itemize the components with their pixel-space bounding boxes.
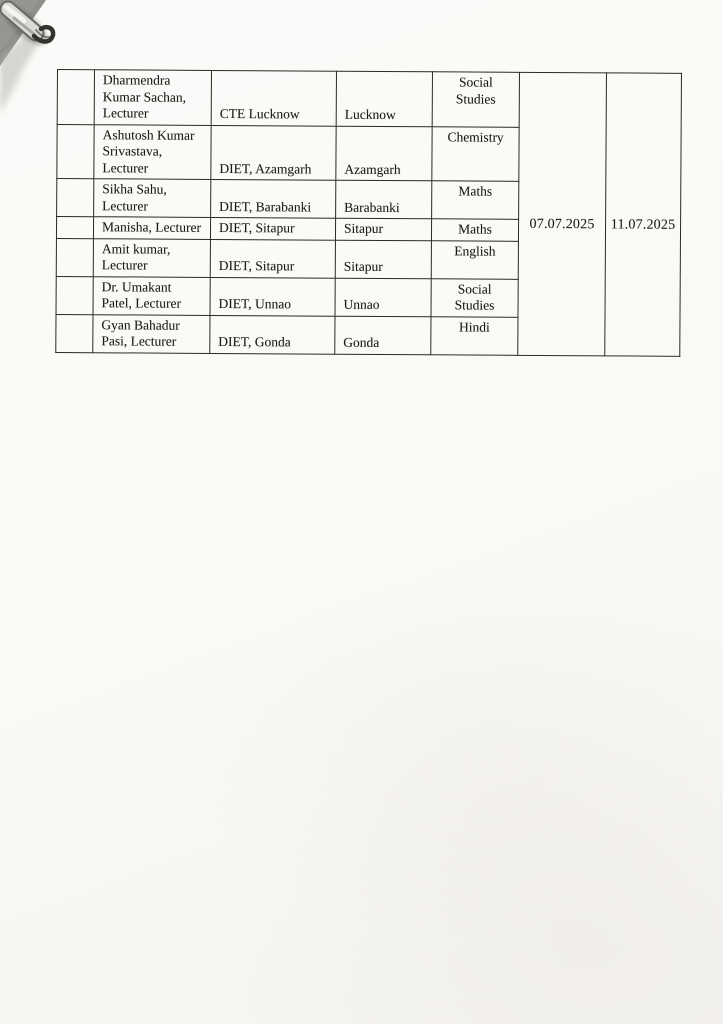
institution: DIET, Sitapur (210, 217, 335, 239)
serial-cell (56, 217, 93, 239)
subject: Chemistry (432, 126, 519, 181)
lecturer-name: Amit kumar, Lecturer (93, 238, 210, 277)
serial-cell (57, 70, 94, 125)
institution: DIET, Barabanki (211, 179, 336, 218)
institution: DIET, Gonda (210, 315, 335, 354)
subject: Social Studies (431, 278, 518, 317)
table-row (57, 70, 681, 128)
district: Lucknow (336, 71, 432, 126)
district: Sitapur (335, 240, 431, 279)
subject: Social Studies (432, 72, 519, 127)
end-date-cell: 11.07.2025 (605, 73, 682, 356)
subject: Maths (431, 219, 518, 241)
lecturer-name: Manisha, Lecturer (93, 217, 210, 239)
district: Azamgarh (336, 126, 432, 181)
institution: CTE Lucknow (211, 70, 336, 125)
institution: DIET, Sitapur (210, 239, 335, 278)
serial-cell (56, 314, 93, 352)
subject: Maths (432, 181, 519, 220)
serial-cell (57, 179, 94, 217)
institution: DIET, Azamgarh (211, 125, 336, 180)
serial-cell (56, 238, 93, 276)
district: Sitapur (335, 218, 431, 240)
schedule-table (55, 69, 682, 356)
start-date-cell: 07.07.2025 (518, 72, 607, 355)
lecturer-name: Dr. Umakant Patel, Lecturer (93, 276, 210, 315)
institution: DIET, Unnao (210, 277, 335, 316)
lecturer-name: Sikha Sahu, Lecturer (94, 179, 211, 218)
subject: English (431, 240, 518, 279)
lecturer-name: Gyan Bahadur Pasi, Lecturer (93, 314, 210, 353)
lecturer-name: Dharmendra Kumar Sachan, Lecturer (94, 70, 211, 125)
lecturer-name: Ashutosh Kumar Srivastava, Lecturer (94, 124, 211, 179)
district: Unnao (335, 278, 431, 317)
district: Barabanki (336, 180, 432, 219)
subject: Hindi (431, 316, 518, 355)
serial-cell (56, 276, 93, 314)
serial-cell (57, 124, 94, 179)
district: Gonda (335, 316, 431, 355)
